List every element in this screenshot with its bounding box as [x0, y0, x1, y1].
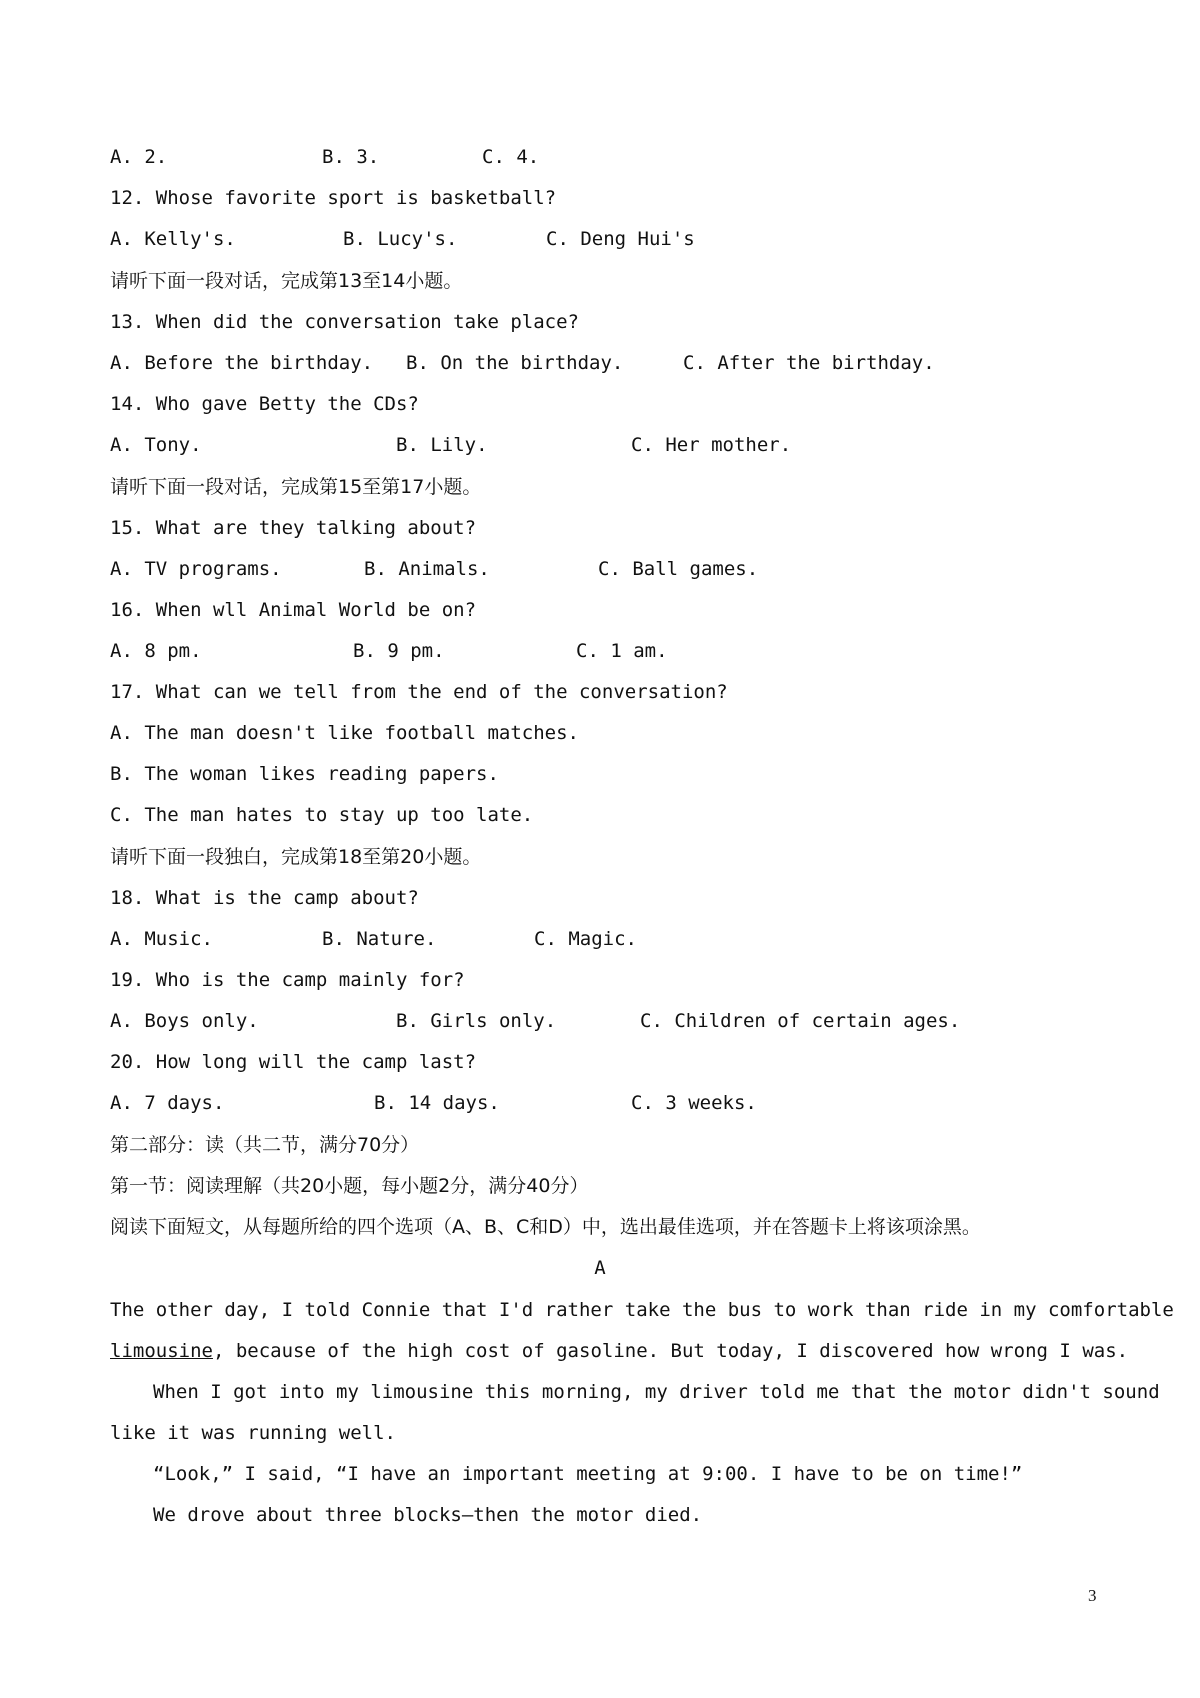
q20-question: 20. How long will the camp last?: [110, 1051, 477, 1073]
option-c: C. Deng Hui's: [546, 228, 695, 250]
option-b: B. 9 pm.: [353, 640, 445, 662]
option-a: A. 7 days.: [110, 1092, 225, 1114]
q17-option-c: C. The man hates to stay up too late.: [110, 804, 534, 826]
passage-p1-line1: The other day, I told Connie that I'd rather take the bus to work than ride in my comfortable: [110, 1299, 1174, 1321]
q17-question: 17. What can we tell from the end of the conversation?: [110, 681, 728, 703]
option-b: B. Lucy's.: [343, 228, 458, 250]
q13-question: 13. When did the conversation take place?: [110, 311, 579, 333]
option-a: A. Tony.: [110, 434, 202, 456]
q14-question: 14. Who gave Betty the CDs?: [110, 393, 419, 415]
passage-p1-line2: [110, 1338, 1128, 1364]
option-a: A. TV programs.: [110, 558, 282, 580]
instruction-15-17: 请听下面一段对话，完成第15至第17小题。: [110, 476, 482, 498]
passage-p1-line2-text: , because of the high cost of gasoline. But today, I discovered how wrong I was.: [212, 1340, 1129, 1362]
passage-p4: We drove about three blocks—then the motor died.: [153, 1504, 703, 1526]
option-c: C. Her mother.: [631, 434, 792, 456]
option-c: C. 3 weeks.: [631, 1092, 757, 1114]
option-a: A. Before the birthday.: [110, 352, 374, 374]
option-b: B. Nature.: [322, 928, 437, 950]
option-c: C. Children of certain ages.: [640, 1010, 961, 1032]
q15-question: 15. What are they talking about?: [110, 517, 477, 539]
option-c: C. After the birthday.: [683, 352, 935, 374]
option-b: B. 3.: [322, 146, 380, 168]
reading-instruction: 阅读下面短文，从每题所给的四个选项（A、B、C和D）中，选出最佳选项，并在答题卡上将该项涂黑。: [110, 1216, 981, 1238]
option-a: A. Kelly's.: [110, 228, 236, 250]
option-b: B. Animals.: [364, 558, 490, 580]
instruction-18-20: 请听下面一段独白，完成第18至第20小题。: [110, 846, 482, 868]
option-b: B. Lily.: [396, 434, 488, 456]
q19-question: 19. Who is the camp mainly for?: [110, 969, 465, 991]
option-b: B. On the birthday.: [406, 352, 624, 374]
q12-question: 12. Whose favorite sport is basketball?: [110, 187, 557, 209]
option-c: C. 4.: [482, 146, 540, 168]
q17-option-a: A. The man doesn't like football matches.: [110, 722, 579, 744]
option-a: A. Boys only.: [110, 1010, 259, 1032]
q16-question: 16. When wll Animal World be on?: [110, 599, 477, 621]
page-number: 3: [1088, 1586, 1097, 1605]
option-b: B. 14 days.: [374, 1092, 500, 1114]
passage-p3: “Look,” I said, “I have an important meeting at 9:00. I have to be on time!”: [153, 1463, 1023, 1485]
passage-p2-line2: like it was running well.: [110, 1422, 396, 1444]
q17-option-b: B. The woman likes reading papers.: [110, 763, 499, 785]
instruction-13-14: 请听下面一段对话，完成第13至14小题。: [110, 270, 463, 292]
option-a: A. 8 pm.: [110, 640, 202, 662]
passage-label: A: [594, 1257, 606, 1279]
part2-heading: 第二部分：读（共二节，满分70分）: [110, 1134, 420, 1156]
option-a: A. Music.: [110, 928, 213, 950]
option-a: A. 2.: [110, 146, 168, 168]
option-c: C. 1 am.: [576, 640, 668, 662]
passage-p2-line1: When I got into my limousine this morning, my driver told me that the motor didn't sound: [153, 1381, 1160, 1403]
option-b: B. Girls only.: [396, 1010, 557, 1032]
underlined-word: limousine: [110, 1340, 213, 1362]
q18-question: 18. What is the camp about?: [110, 887, 419, 909]
option-c: C. Ball games.: [598, 558, 759, 580]
option-c: C. Magic.: [534, 928, 637, 950]
section1-heading: 第一节：阅读理解（共20小题，每小题2分，满分40分）: [110, 1175, 589, 1197]
